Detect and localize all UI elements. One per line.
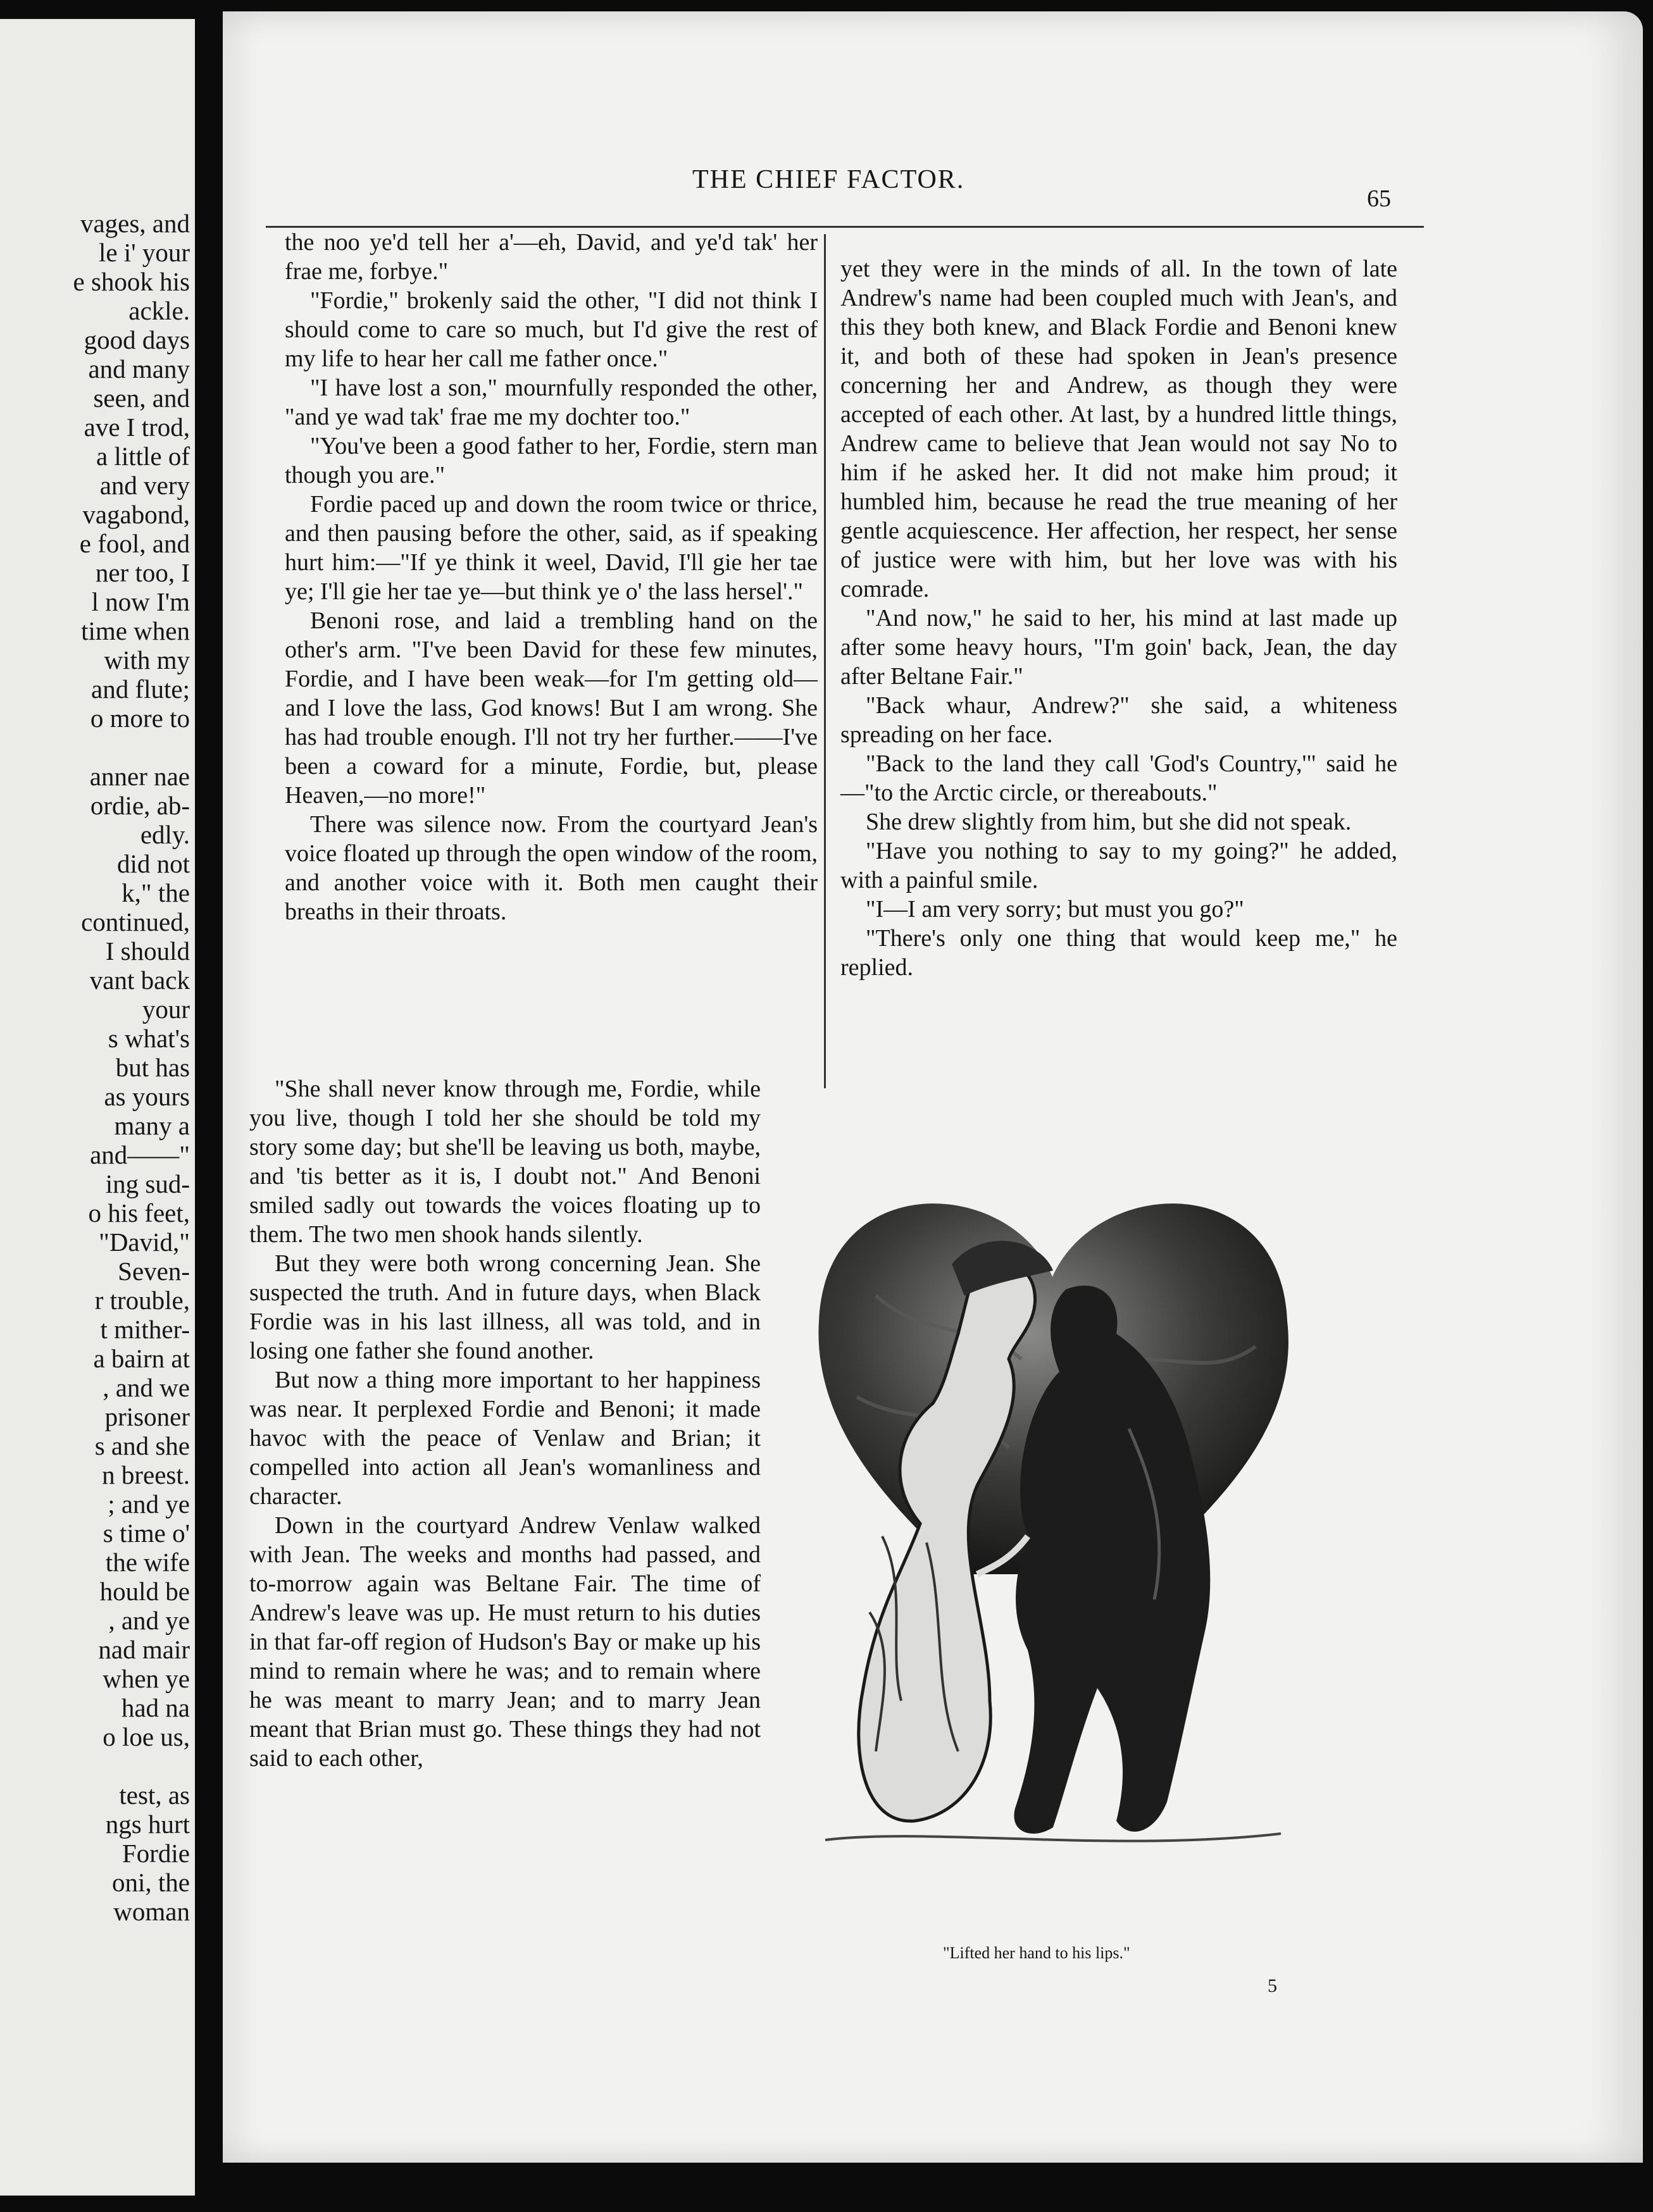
text-column-left-upper	[285, 228, 818, 926]
paragraph: "She shall never know through me, Fordie, while you live, though I told her she should be told my story some day; but she'll be leaving us both, maybe, and 'tis better as it is, I doubt not." And Benoni smiled sadly out towards the voices floating up to them. The two men shook hands silently.	[249, 1076, 761, 1248]
paragraph: Down in the courtyard Andrew Venlaw walked with Jean. The weeks and months had passed, and to-morrow again was Beltane Fair. The time of Andrew's leave was up. He must return to his duties in that far-off region of Hudson's Bay or make up his mind to remain where he was; and to remain where he was meant to marry Jean; and to marry Jean meant that Brian must go. These things they had not said to each other,	[249, 1512, 761, 1772]
previous-page-line: edly.	[140, 820, 190, 849]
previous-page-line: a little of	[96, 442, 190, 471]
previous-page-line: e shook his	[73, 267, 190, 296]
column-divider	[824, 234, 826, 1088]
paragraph: "Fordie," brokenly said the other, "I did not think I should come to care so much, but I'd give the rest of my life to hear her call me father once."	[285, 287, 818, 372]
text-column-right	[840, 254, 1397, 982]
previous-page-line: and——"	[90, 1140, 190, 1169]
previous-page-line: your	[142, 995, 190, 1024]
previous-page-line: ngs hurt	[105, 1810, 190, 1839]
previous-page-line: and flute;	[91, 674, 190, 704]
paragraph: "You've been a good father to her, Fordie, stern man though you are."	[285, 433, 818, 488]
previous-page-line: le i' your	[98, 238, 190, 267]
running-head-title: THE CHIEF FACTOR.	[692, 165, 965, 194]
previous-page-line: with my	[104, 645, 190, 674]
previous-page-line: ; and ye	[108, 1489, 190, 1519]
illustration-signature: 5	[1268, 1975, 1277, 1996]
text-column-left-lower	[249, 1074, 761, 1773]
paragraph: But they were both wrong concerning Jean. She suspected the truth. And in future days, when Black Fordie was in his last illness, all was told, and in losing one father she found another.	[249, 1250, 761, 1364]
previous-page-line: anner nae	[89, 762, 190, 791]
previous-page-line: many a	[114, 1111, 190, 1140]
previous-page-line: k," the	[122, 878, 190, 907]
paragraph: But now a thing more important to her happiness was near. It perplexed Fordie and Benoni; it made havoc with the peace of Venlaw and Brian; it compelled into action all Jean's womanliness and character.	[249, 1367, 761, 1510]
previous-page-line: I should	[105, 936, 190, 966]
paragraph: She drew slightly from him, but she did not speak.	[866, 809, 1352, 835]
page-number: 65	[1367, 185, 1391, 212]
paragraph: There was silence now. From the courtyard Jean's voice floated up through the open window of the room, and another voice with it. Both men caught their breaths in their throats.	[285, 811, 818, 925]
heart-vignette-illustration	[800, 1131, 1305, 1916]
previous-page-line: "David,"	[99, 1227, 190, 1257]
previous-page-line: o more to	[90, 704, 190, 733]
previous-page-line: time when	[81, 616, 190, 645]
previous-page-line: the wife	[105, 1548, 190, 1577]
previous-page-line: o his feet,	[88, 1198, 190, 1227]
previous-page-line: l now I'm	[91, 587, 190, 616]
previous-page-line: s time o'	[103, 1519, 190, 1548]
previous-page-line: as yours	[104, 1082, 190, 1111]
previous-page-line: ackle.	[128, 296, 190, 325]
previous-page-line: but has	[115, 1053, 190, 1082]
previous-page-line: t mither-	[100, 1315, 190, 1344]
previous-page-line: ave I trod,	[84, 413, 190, 442]
paragraph: the noo ye'd tell her a'—eh, David, and ye'd tak' her frae me, forbye."	[285, 229, 818, 285]
paragraph: yet they were in the minds of all. In the town of late Andrew's name had been coupled much with Jean's, and this they both knew, and Black Fordie and Benoni knew it, and both of these had spoken in Jean's presence concerning her and Andrew, as though they were accepted of each other. At last, by a hundred little things, Andrew came to believe that Jean would not say No to him if he asked her. It did not make him proud; it humbled him, because he read the true meaning of her gentle acquiescence. Her affection, her respect, her sense of justice were with him, but her love was with his comrade.	[840, 256, 1397, 602]
previous-page-line: woman	[113, 1897, 190, 1926]
previous-page-line: n breest.	[102, 1460, 190, 1489]
paragraph: "Have you nothing to say to my going?" he added, with a painful smile.	[840, 838, 1397, 893]
previous-page-line: when ye	[103, 1664, 190, 1693]
paragraph: "Back to the land they call 'God's Country,'" said he—"to the Arctic circle, or thereabouts."	[840, 750, 1397, 806]
paragraph: "Back whaur, Andrew?" she said, a whiteness spreading on her face.	[840, 692, 1397, 748]
previous-page-line: s and she	[94, 1431, 190, 1460]
previous-page-line: nad mair	[98, 1635, 190, 1664]
previous-page-line: vages, and	[80, 209, 190, 238]
previous-page-line: ordie, ab-	[90, 791, 190, 820]
paragraph: Fordie paced up and down the room twice or thrice, and then pausing before the other, said, as if speaking hurt him:—"If ye think it weel, David, I'll gie her tae ye; I'll gie her tae ye—but think ye o' the lass hersel'."	[285, 491, 818, 605]
previous-page-line: ing sud-	[105, 1169, 190, 1198]
previous-page-line: o loe us,	[103, 1722, 190, 1751]
previous-page-line: did not	[116, 849, 190, 878]
paragraph: "There's only one thing that would keep me," he replied.	[840, 925, 1397, 981]
previous-page-line: had na	[121, 1693, 190, 1722]
paragraph: Benoni rose, and laid a trembling hand on the other's arm. "I've been David for these few minutes, Fordie, and I have been weak—for I'm getting old—and I love the lass, God knows! But I am wrong. She has had trouble enough. I'll not try her further.——I've been a coward for a minute, Fordie, but, please Heaven,—no more!"	[285, 607, 818, 809]
previous-page-line: hould be	[99, 1577, 190, 1606]
paragraph: "I—I am very sorry; but must you go?"	[866, 896, 1244, 923]
paragraph: "I have lost a son," mournfully responded the other, "and ye wad tak' frae me my dochter too."	[285, 375, 818, 430]
previous-page-line: vagabond,	[82, 500, 190, 529]
previous-page-line: oni, the	[112, 1868, 190, 1897]
previous-page-line: test, as	[119, 1780, 190, 1810]
previous-page-line: a bairn at	[93, 1344, 190, 1373]
previous-page-line: seen, and	[93, 383, 190, 413]
previous-page-line: good days	[84, 325, 190, 354]
previous-page-line: e fool, and	[79, 529, 190, 558]
previous-page-line: s what's	[108, 1024, 190, 1053]
previous-page-line: continued,	[81, 907, 190, 936]
previous-page-line: , and we	[103, 1373, 190, 1402]
previous-page-line: and very	[99, 471, 190, 500]
previous-page-line: and many	[88, 354, 190, 383]
previous-page-line: r trouble,	[94, 1286, 190, 1315]
previous-page-line: , and ye	[108, 1606, 190, 1635]
previous-page-line: prisoner	[104, 1402, 190, 1431]
previous-page-line: ner too, I	[95, 558, 190, 587]
previous-page-edge	[0, 19, 195, 2196]
previous-page-line: vant back	[89, 966, 190, 995]
previous-page-line: Seven-	[118, 1257, 190, 1286]
illustration-caption: "Lifted her hand to his lips."	[943, 1944, 1130, 1962]
paragraph: "And now," he said to her, his mind at last made up after some heavy hours, "I'm goin' back, Jean, the day after Beltane Fair."	[840, 605, 1397, 690]
previous-page-line: Fordie	[122, 1839, 190, 1868]
